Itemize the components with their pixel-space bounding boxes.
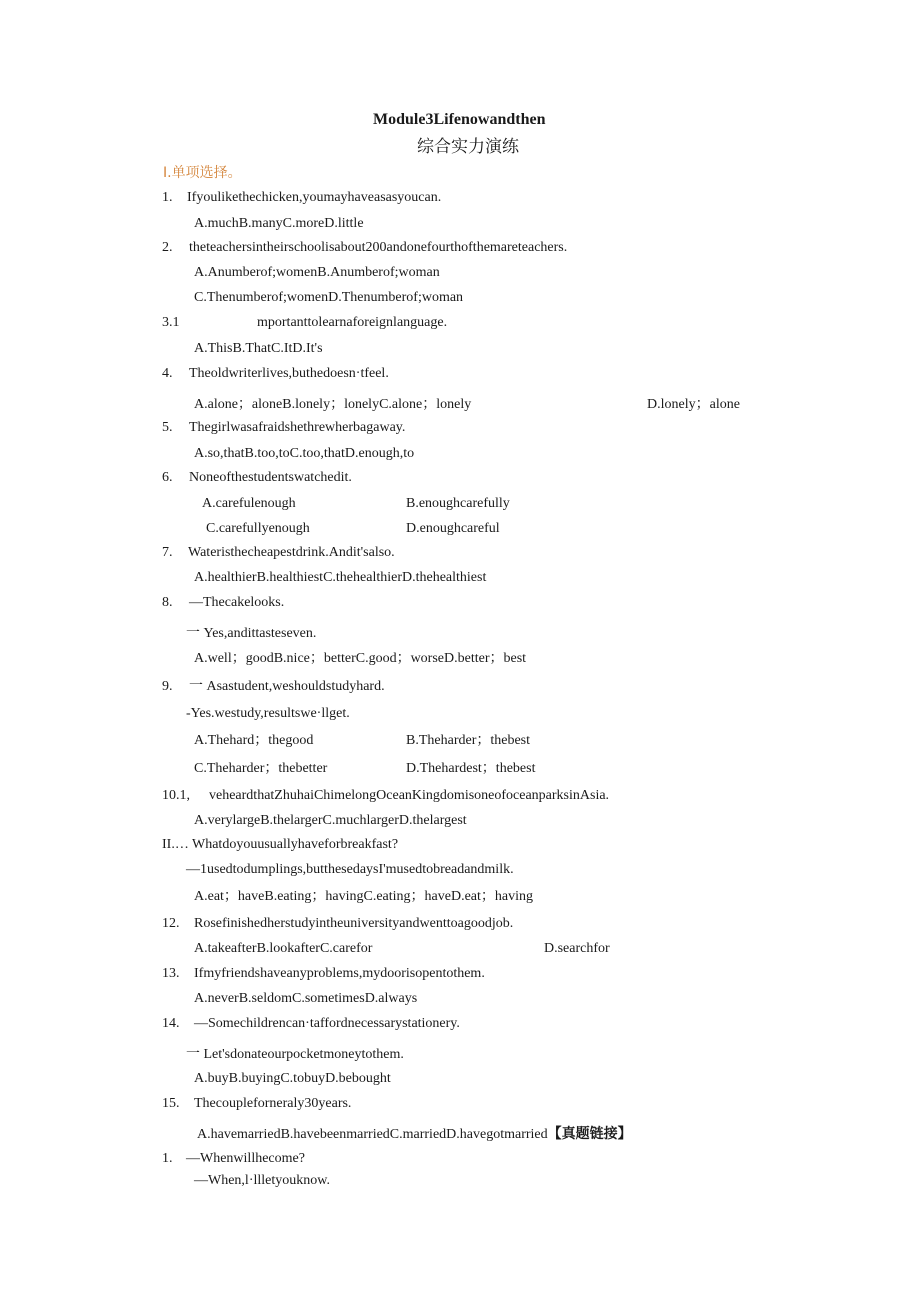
question-options: A.muchB.manyC.moreD.little [194,216,364,231]
question-stem: Thegirlwasafraidshethrewherbagaway. [189,420,406,435]
question-options-text: A.havemarriedB.havebeenmarriedC.marriedD.havegotmarried [197,1127,548,1142]
question-options: C.Thenumberof;womenD.Thenumberof;woman [194,290,464,305]
question-stem: 一 Asastudent,weshouldstudyhard. [189,679,385,694]
question-options: A.neverB.seldomC.sometimesD.always [194,991,418,1006]
question-options: A.eat；haveB.eating；havingC.eating；haveD.eat；having [194,889,534,904]
question-reply: 一 Let'sdonateourpocketmoneytothem. [186,1047,404,1062]
question-number: 13. [162,966,180,981]
question-stem: veheardthatZhuhaiChimelongOceanKingdomisoneofoceanparksinAsia. [209,788,610,803]
question-options: A.buyB.buyingC.tobuyD.bebought [194,1071,391,1086]
question-option-b: B.Theharder；thebest [406,733,531,748]
question-stem: Wateristhecheapestdrink.Andit'salso. [188,545,395,560]
question-options: A.so,thatB.too,toC.too,thatD.enough,to [194,446,415,461]
question-number: 12. [162,916,180,931]
question-options: A.verylargeB.thelargerC.muchlargerD.thelargest [194,813,467,828]
question-number: 4. [162,366,173,381]
question-options: A.ThisB.ThatC.ItD.It's [194,341,323,356]
question-reply: -Yes.westudy,resultswe·llget. [186,706,350,721]
question-option-a: A.carefulenough [202,496,296,511]
question-stem: Ifmyfriendshaveanyproblems,mydoorisopentothem. [194,966,485,981]
question-stem: Ifyoulikethechicken,youmayhaveasasyoucan. [187,190,442,205]
question-stem: —Somechildrencan·taffordnecessarystationery. [194,1016,460,1031]
question-number: 10.1, [162,788,190,803]
question-reply: —When,l·llletyouknow. [194,1173,330,1188]
question-number: 1. [162,1151,173,1166]
question-option-d: D.enoughcareful [406,521,500,536]
question-stem: —Thecakelooks. [189,595,285,610]
question-number: II.… [162,837,189,852]
question-reply: —1usedtodumplings,butthesedaysI'musedtobreadandmilk. [186,862,514,877]
question-options: A.healthierB.healthiestC.thehealthierD.thehealthiest [194,570,487,585]
question-options [197,1126,632,1143]
question-stem: Whatdoyouusuallyhaveforbreakfast? [192,837,399,852]
question-options: A.takeafterB.lookafterC.carefor [194,941,373,956]
question-option-d: D.searchfor [544,941,610,956]
question-option-b: B.enoughcarefully [406,496,510,511]
question-option-c: C.carefullyenough [206,521,310,536]
question-options: A.Anumberof;womenB.Anumberof;woman [194,265,440,280]
page-subtitle: 综合实力演练 [417,137,519,157]
question-option-c: C.Theharder；thebetter [194,761,328,776]
question-option-d: D.Thehardest；thebest [406,761,536,776]
question-stem: mportanttolearnaforeignlanguage. [257,315,448,330]
question-number: 14. [162,1016,180,1031]
question-number: 8. [162,595,173,610]
question-options: A.well；goodB.nice；betterC.good；worseD.better；best [194,651,527,666]
question-stem: Theoldwriterlives,buthedoesn·tfeel. [189,366,389,381]
section-tag: 【真题链接】 [547,1126,632,1142]
question-options: A.alone；aloneB.lonely；lonelyC.alone；lonely [194,397,472,412]
question-option-a: A.Thehard；thegood [194,733,314,748]
question-number: 6. [162,470,173,485]
question-stem: Noneofthestudentswatchedit. [189,470,352,485]
question-number: 7. [162,545,173,560]
question-number: 9. [162,679,173,694]
section-heading: I.单项选择。 [163,165,242,181]
question-number: 2. [162,240,173,255]
question-number: 5. [162,420,173,435]
question-stem: —Whenwillhecome? [186,1151,305,1166]
page-title: Module3Lifenowandthen [373,111,546,128]
question-option-d: D.lonely；alone [647,397,740,412]
question-stem: theteachersintheirschoolisabout200andonefourthofthemareteachers. [189,240,568,255]
question-stem: Thecoupleforneraly30years. [194,1096,352,1111]
question-number: 3.1 [162,315,180,330]
question-reply: 一 Yes,andittasteseven. [186,626,317,641]
question-number: 15. [162,1096,180,1111]
question-stem: Rosefinishedherstudyintheuniversityandwenttoagoodjob. [194,916,514,931]
question-number: 1. [162,190,173,205]
